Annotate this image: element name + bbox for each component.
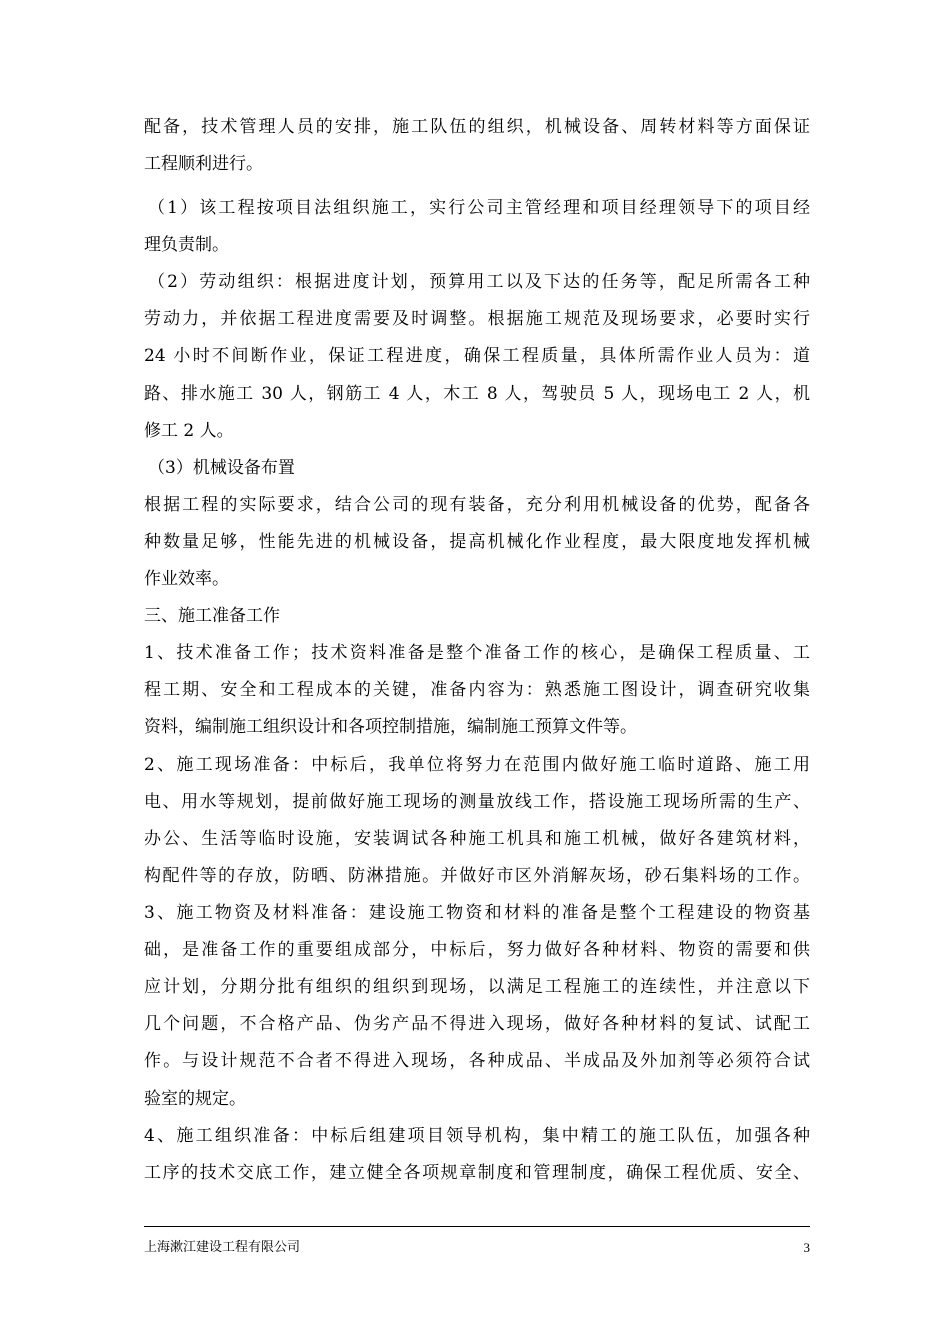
text-line: 根据工程的实际要求，结合公司的现有装备，充分利用机械设备的优势，配备各 bbox=[144, 495, 810, 515]
text-line: 2、施工现场准备：中标后，我单位将努力在范围内做好施工临时道路、施工用 bbox=[144, 755, 810, 775]
section-heading: 三、施工准备工作 bbox=[144, 606, 280, 626]
text-line: 4、施工组织准备：中标后组建项目领导机构，集中精工的施工队伍，加强各种 bbox=[144, 1126, 810, 1146]
text-line: 3、施工物资及材料准备：建设施工物资和材料的准备是整个工程建设的物资基 bbox=[144, 903, 810, 923]
text-line: 路、排水施工 30 人，钢筋工 4 人，木工 8 人，驾驶员 5 人，现场电工 2 人，机 bbox=[144, 384, 810, 404]
text-line: 验室的规定。 bbox=[144, 1089, 246, 1109]
text-line: 几个问题，不合格产品、伪劣产品不得进入现场，做好各种材料的复试、试配工 bbox=[144, 1014, 810, 1034]
footer-company-name: 上海漱江建设工程有限公司 bbox=[144, 1240, 301, 1255]
text-line: 础，是准备工作的重要组成部分，中标后，努力做好各种材料、物资的需要和供 bbox=[144, 940, 810, 960]
text-line: （2）劳动组织：根据进度计划，预算用工以及下达的任务等，配足所需各工种 bbox=[148, 272, 810, 292]
text-line: 修工 2 人。 bbox=[144, 421, 234, 441]
text-line: 1、技术准备工作；技术资料准备是整个准备工作的核心，是确保工程质量、工 bbox=[144, 643, 810, 663]
text-line: 工序的技术交底工作，建立健全各项规章制度和管理制度，确保工程优质、安全、 bbox=[144, 1163, 810, 1183]
text-line: 应计划，分期分批有组织的组织到现场，以满足工程施工的连续性，并注意以下 bbox=[144, 977, 810, 997]
text-line: （1）该工程按项目法组织施工，实行公司主管经理和项目经理领导下的项目经 bbox=[148, 198, 810, 218]
page-number: 3 bbox=[803, 1240, 810, 1255]
section-heading: （3）机械设备布置 bbox=[148, 458, 295, 478]
text-line: 配备，技术管理人员的安排，施工队伍的组织，机械设备、周转材料等方面保证 bbox=[144, 117, 810, 137]
text-line: 种数量足够，性能先进的机械设备，提高机械化作业程度，最大限度地发挥机械 bbox=[144, 532, 810, 552]
text-line: 24 小时不间断作业，保证工程进度，确保工程质量，具体所需作业人员为：道 bbox=[144, 346, 810, 366]
text-line: 工程顺利进行。 bbox=[144, 154, 263, 174]
text-line: 作业效率。 bbox=[144, 569, 229, 589]
text-line: 理负责制。 bbox=[144, 235, 229, 255]
text-line: 程工期、安全和工程成本的关键，准备内容为：熟悉施工图设计，调查研究收集 bbox=[144, 680, 810, 700]
text-line: 劳动力，并依据工程进度需要及时调整。根据施工规范及现场要求，必要时实行 bbox=[144, 309, 810, 329]
text-line: 办公、生活等临时设施，安装调试各种施工机具和施工机械，做好各建筑材料， bbox=[144, 829, 810, 849]
text-line: 电、用水等规划，提前做好施工现场的测量放线工作，搭设施工现场所需的生产、 bbox=[144, 792, 810, 812]
text-line: 资料，编制施工组织设计和各项控制措施，编制施工预算文件等。 bbox=[144, 717, 637, 737]
footer-divider bbox=[144, 1226, 810, 1227]
text-line: 构配件等的存放，防晒、防淋措施。并做好市区外消解灰场，砂石集料场的工作。 bbox=[144, 866, 810, 886]
text-line: 作。与设计规范不合者不得进入现场，各种成品、半成品及外加剂等必须符合试 bbox=[144, 1051, 810, 1071]
